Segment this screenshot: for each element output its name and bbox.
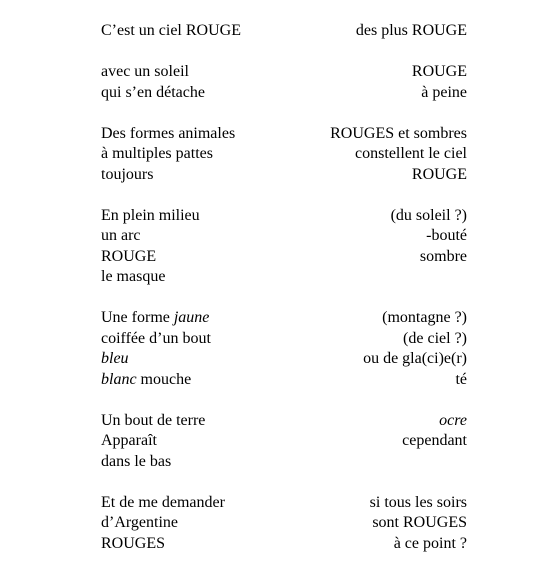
left-text-italic: bleu (101, 350, 129, 367)
left-text: Et de me demander (101, 493, 225, 511)
left-text: qui s’en détache (101, 83, 205, 101)
poem-line (101, 329, 467, 350)
right-text: si tous les soirs (369, 493, 467, 511)
right-text: (de ciel ?) (403, 329, 467, 347)
poem-line (101, 267, 467, 288)
poem-line (101, 124, 467, 145)
stanza (101, 124, 467, 186)
stanza (101, 21, 467, 42)
left-text-italic: blanc (101, 370, 137, 388)
left-text: En plein milieu (101, 206, 200, 224)
right-text: ROUGES et sombres (330, 124, 467, 142)
poem-line (101, 431, 467, 452)
poem-line (101, 83, 467, 104)
right-text: à peine (421, 83, 467, 101)
poem-line (101, 165, 467, 186)
right-text: des plus ROUGE (355, 22, 467, 39)
right-text: cependant (402, 432, 467, 449)
left-text: dans le bas (101, 452, 172, 470)
poem-line (101, 308, 467, 329)
stanza (101, 62, 467, 103)
right-text: sont ROUGES (372, 514, 467, 531)
right-text: ROUGE (411, 165, 467, 183)
poem-line (101, 493, 467, 514)
right-text: (montagne ?) (382, 309, 467, 326)
poem-line (101, 513, 467, 534)
left-text: C’est un ciel ROUGE (101, 22, 241, 39)
left-text (101, 370, 191, 391)
left-text: avec un soleil (101, 63, 189, 80)
left-text-italic: jaune (173, 309, 210, 326)
right-text-italic: ocre (439, 411, 467, 429)
right-text: té (455, 370, 467, 388)
stanza (101, 206, 467, 288)
right-text: (du soleil ?) (390, 206, 467, 224)
right-text: ou de gla(ci)e(r) (363, 350, 467, 367)
left-text: toujours (101, 165, 154, 183)
left-text: Des formes animales (101, 124, 236, 142)
left-text: Un bout de terre (101, 411, 206, 429)
poem-line (101, 534, 467, 555)
left-text: un arc (101, 227, 141, 244)
left-text: Apparaît (101, 432, 157, 449)
stanza (101, 411, 467, 473)
poem-line (101, 62, 467, 83)
left-text (101, 308, 209, 329)
right-text: ROUGE (411, 63, 467, 80)
right-text: -bouté (426, 227, 467, 244)
poem-line (101, 411, 467, 432)
left-text-part: Une forme (101, 309, 174, 326)
poem-line (101, 452, 467, 473)
left-text-part: mouche (136, 370, 192, 388)
right-text: à ce point ? (393, 534, 467, 552)
left-text: ROUGES (101, 534, 166, 552)
poem-line (101, 370, 467, 391)
right-text: sombre (419, 247, 467, 265)
left-text: ROUGE (101, 247, 157, 265)
left-text: le masque (101, 268, 166, 285)
poem-line (101, 247, 467, 268)
poem-line (101, 21, 467, 42)
poem-line (101, 144, 467, 165)
stanza (101, 308, 467, 390)
poem-line (101, 226, 467, 247)
poem-line (101, 206, 467, 227)
left-text: à multiples pattes (101, 145, 213, 162)
left-text: d’Argentine (101, 514, 179, 531)
poem-line (101, 349, 467, 370)
right-text: constellent le ciel (355, 145, 467, 162)
stanza (101, 493, 467, 555)
left-text: coiffée d’un bout (101, 329, 211, 347)
poem (101, 21, 467, 575)
